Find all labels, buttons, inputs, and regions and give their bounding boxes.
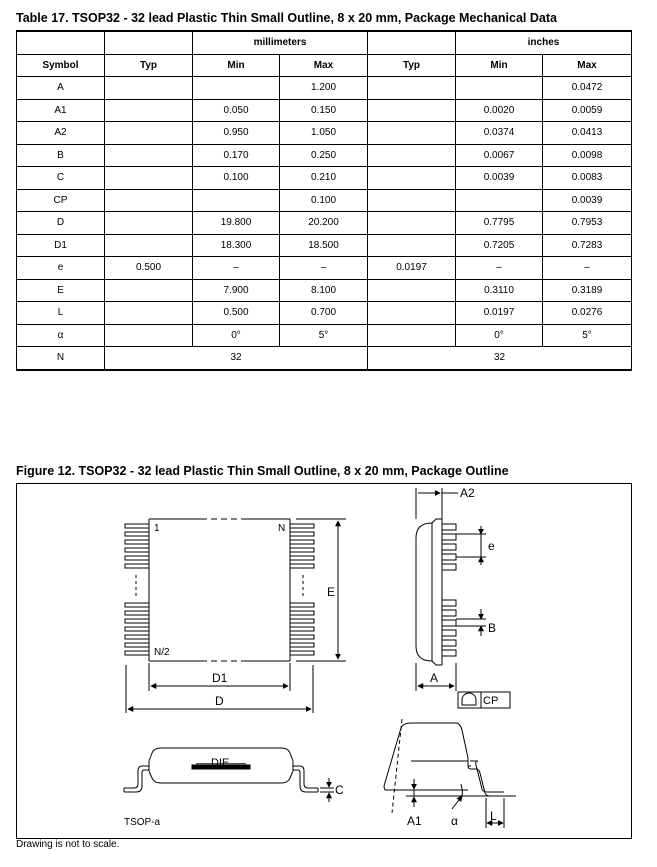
e-label: e [488, 539, 495, 553]
figure-caption: Figure 12. TSOP32 - 32 lead Plastic Thin Small Outline, 8 x 20 mm, Package Outline [16, 464, 509, 478]
symbol-cell: B [17, 144, 105, 167]
lead [442, 650, 456, 656]
lead [125, 627, 149, 631]
value-cell [105, 279, 193, 302]
E-label: E [327, 585, 336, 599]
value-cell: 0.7795 [456, 212, 543, 235]
value-cell: 0.0020 [456, 99, 543, 122]
value-cell: 0° [456, 324, 543, 347]
lead [125, 603, 149, 607]
A2-label: A2 [460, 486, 475, 500]
millimeters-header: millimeters [193, 31, 368, 54]
L-label: L [490, 809, 497, 823]
lead [125, 611, 149, 615]
lead [125, 556, 149, 560]
lead [290, 619, 314, 623]
value-cell: 18.300 [193, 234, 280, 257]
DIE-label: DIE [211, 757, 230, 769]
value-cell: 0.3110 [456, 279, 543, 302]
col-header: Typ [368, 54, 456, 77]
table-row [17, 257, 632, 280]
lead [125, 564, 149, 568]
table-group-header-row [17, 31, 632, 54]
alpha-label: α [451, 814, 458, 828]
lead [442, 620, 456, 626]
lead [125, 540, 149, 544]
CP-label: CP [483, 695, 499, 707]
lead [290, 540, 314, 544]
pinN-label: N [278, 523, 286, 534]
lead [290, 611, 314, 615]
value-cell: 0.7953 [543, 212, 632, 235]
symbol-cell: C [17, 167, 105, 190]
lead-detail-view [384, 719, 516, 828]
value-cell [368, 279, 456, 302]
table-row [17, 234, 632, 257]
lead [442, 524, 456, 530]
value-cell: – [456, 257, 543, 280]
lead [442, 630, 456, 636]
value-cell: 0.0374 [456, 122, 543, 145]
value-cell [368, 144, 456, 167]
value-cell [368, 212, 456, 235]
symbol-cell: E [17, 279, 105, 302]
lead [290, 556, 314, 560]
col-header: Typ [105, 54, 193, 77]
value-cell: 0.0059 [543, 99, 632, 122]
value-cell [368, 189, 456, 212]
lead [442, 544, 456, 550]
mechanical-data-table [16, 30, 632, 371]
lead [125, 651, 149, 655]
symbol-cell: CP [17, 189, 105, 212]
value-cell [456, 189, 543, 212]
value-cell: 0.950 [193, 122, 280, 145]
value-cell: – [543, 257, 632, 280]
drawing-note: Drawing is not to scale. [16, 839, 120, 850]
value-cell: 0.0276 [543, 302, 632, 325]
symbol-cell: D [17, 212, 105, 235]
value-cell: 0.700 [280, 302, 368, 325]
value-cell [105, 144, 193, 167]
table-row [17, 324, 632, 347]
lead [290, 651, 314, 655]
value-cell: 7.900 [193, 279, 280, 302]
symbol-cell: A [17, 77, 105, 100]
lead [125, 524, 149, 528]
lead [290, 564, 314, 568]
lead [290, 532, 314, 536]
symbol-cell: α [17, 324, 105, 347]
value-cell: 0.0067 [456, 144, 543, 167]
left-leads [125, 524, 149, 655]
col-header: Min [456, 54, 543, 77]
table-row [17, 189, 632, 212]
table-row [17, 99, 632, 122]
value-cell: 0.150 [280, 99, 368, 122]
value-cell [193, 77, 280, 100]
side-view [124, 748, 344, 828]
value-cell: 20.200 [280, 212, 368, 235]
value-cell [105, 212, 193, 235]
value-cell: 0.0472 [543, 77, 632, 100]
value-cell: 0.0039 [543, 189, 632, 212]
table-caption: Table 17. TSOP32 - 32 lead Plastic Thin Small Outline, 8 x 20 mm, Package Mechanical Data [16, 11, 557, 25]
value-cell: 0.0197 [456, 302, 543, 325]
table-row [17, 212, 632, 235]
table-row [17, 279, 632, 302]
lead [125, 643, 149, 647]
D-label: D [215, 694, 224, 708]
table-row [17, 167, 632, 190]
value-cell [105, 234, 193, 257]
value-cell: 0.0197 [368, 257, 456, 280]
table-row [17, 144, 632, 167]
value-cell [105, 167, 193, 190]
lead [290, 635, 314, 639]
lead [442, 610, 456, 616]
col-header: Max [543, 54, 632, 77]
lead [442, 600, 456, 606]
value-cell: 0.050 [193, 99, 280, 122]
A1-label: A1 [407, 814, 422, 828]
value-cell [368, 302, 456, 325]
symbol-cell: N [17, 347, 105, 370]
value-cell: 0.7283 [543, 234, 632, 257]
value-cell: 0.3189 [543, 279, 632, 302]
value-cell [456, 77, 543, 100]
lead [290, 603, 314, 607]
value-cell [193, 189, 280, 212]
lead [290, 643, 314, 647]
value-cell: 5° [543, 324, 632, 347]
lead [442, 564, 456, 570]
value-cell [105, 99, 193, 122]
A-label: A [430, 671, 439, 685]
lead [290, 524, 314, 528]
value-cell: 0.250 [280, 144, 368, 167]
package-outline-drawing [16, 483, 632, 839]
table-row [17, 122, 632, 145]
D1-label: D1 [212, 671, 228, 685]
table-row [17, 347, 632, 370]
table-row [17, 77, 632, 100]
value-cell: 19.800 [193, 212, 280, 235]
value-cell: 0.500 [105, 257, 193, 280]
drawing-code: TSOP-a [124, 817, 161, 828]
value-cell: 0.0039 [456, 167, 543, 190]
value-cell: 0° [193, 324, 280, 347]
value-cell: 1.050 [280, 122, 368, 145]
value-cell: 0.100 [280, 189, 368, 212]
lead [442, 554, 456, 560]
value-cell: 0.0083 [543, 167, 632, 190]
value-cell: 0.500 [193, 302, 280, 325]
end-view [416, 486, 510, 708]
value-cell: 0.170 [193, 144, 280, 167]
symbol-cell: D1 [17, 234, 105, 257]
value-cell: 5° [280, 324, 368, 347]
end-leads [442, 524, 456, 656]
col-header: Min [193, 54, 280, 77]
lead [125, 532, 149, 536]
value-cell: – [280, 257, 368, 280]
pinN2-label: N/2 [154, 647, 170, 658]
col-header: Max [280, 54, 368, 77]
value-cell [105, 324, 193, 347]
lead [442, 534, 456, 540]
value-cell: 32 [105, 347, 368, 370]
value-cell: 1.200 [280, 77, 368, 100]
lead [442, 640, 456, 646]
table-column-header-row [17, 54, 632, 77]
B-label: B [488, 621, 497, 635]
value-cell: 0.210 [280, 167, 368, 190]
right-leads [290, 524, 314, 655]
value-cell [368, 99, 456, 122]
value-cell [105, 302, 193, 325]
value-cell [368, 77, 456, 100]
lead [125, 619, 149, 623]
value-cell [368, 234, 456, 257]
symbol-cell: e [17, 257, 105, 280]
col-header: Symbol [17, 54, 105, 77]
C-label: C [335, 783, 344, 797]
lead [125, 548, 149, 552]
lead [290, 548, 314, 552]
value-cell: 0.100 [193, 167, 280, 190]
pin1-label: 1 [154, 523, 160, 534]
value-cell [105, 189, 193, 212]
inches-header: inches [456, 31, 632, 54]
symbol-cell: A1 [17, 99, 105, 122]
lead [290, 627, 314, 631]
symbol-cell: A2 [17, 122, 105, 145]
value-cell: 18.500 [280, 234, 368, 257]
lead [125, 635, 149, 639]
value-cell: 8.100 [280, 279, 368, 302]
value-cell: 0.0098 [543, 144, 632, 167]
value-cell: 0.0413 [543, 122, 632, 145]
top-view [125, 519, 346, 713]
value-cell [105, 122, 193, 145]
value-cell: 32 [368, 347, 632, 370]
table-row [17, 302, 632, 325]
value-cell: – [193, 257, 280, 280]
symbol-cell: L [17, 302, 105, 325]
value-cell [368, 122, 456, 145]
value-cell [368, 324, 456, 347]
value-cell [368, 167, 456, 190]
value-cell: 0.7205 [456, 234, 543, 257]
value-cell [105, 77, 193, 100]
